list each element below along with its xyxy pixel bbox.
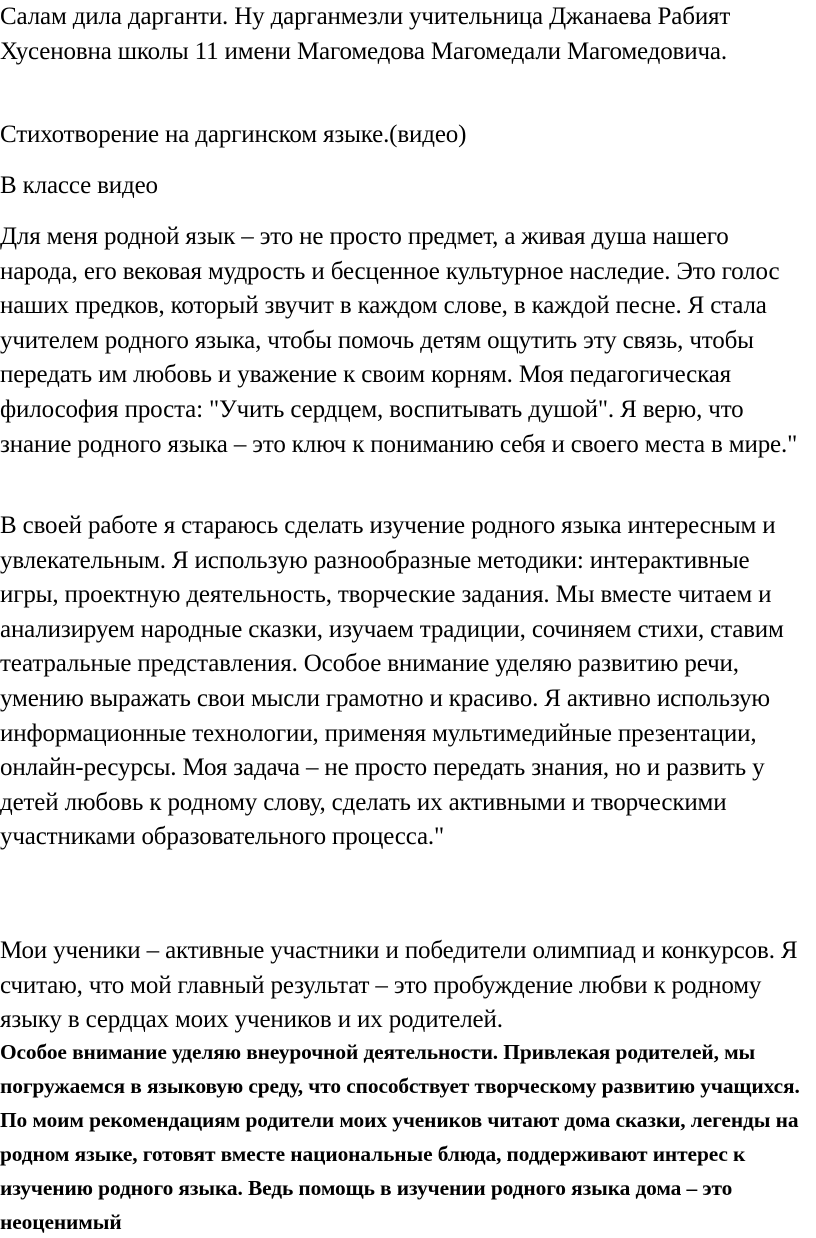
paragraph-methods: В своей работе я стараюсь сделать изучение родного языка интересным и увлекательным. Я использую разнообразные методики: интерактивные игры, проектную деятельность, творческие задания. Мы вместе читаем и анализируем народные сказки, изучаем традиции, сочиняем стихи, ставим театральные представления. Особое внимание уделяю развитию речи, умению выражать свои мысли грамотно и красиво. Я активно использую информационные технологии, применяя мультимедийные презентации, онлайн-ресурсы. Моя задача – не просто передать знания, но и развить у детей любовь к родному слову, сделать их активными и творческими участниками образовательного процесса." xyxy=(0,512,784,851)
paragraph-class-video: В классе видео xyxy=(0,172,158,199)
paragraph-poem-video: Стихотворение на даргинском языке.(видео) xyxy=(0,121,467,148)
paragraph-extracurricular: Особое внимание уделяю внеурочной деятельности. Привлекая родителей, мы погружаемся в языковую среду, что способствует творческому развитию учащихся. По моим рекомендациям родители моих учеников читают дома сказки, легенды на родном языке, готовят вместе национальные блюда, поддерживают интерес к изучению родного языка. Ведь помощь в изучении родного языка дома – это неоценимый xyxy=(0,1040,800,1234)
paragraph-philosophy: Для меня родной язык – это не просто предмет, а живая душа нашего народа, его вековая мудрость и бесценное культурное наследие. Это голос наших предков, который звучит в каждом слове, в каждой песне. Я стала учителем родного языка, чтобы помочь детям ощутить эту связь, чтобы передать им любовь и уважение к своим корням. Моя педагогическая философия проста: "Учить сердцем, воспитывать душой". Я верю, что знание родного языка – это ключ к пониманию себя и своего места в мире." xyxy=(0,223,798,458)
paragraph-students: Мои ученики – активные участники и победители олимпиад и конкурсов. Я считаю, что мой главный результат – это пробуждение любви к родному языку в сердцах моих учеников и их родителей. xyxy=(0,937,798,1034)
paragraph-greeting: Салам дила дарганти. Ну дарганмезли учительница Джанаева Рабият Хусеновна школы 11 имени Магомедова Магомедали Магомедовича. xyxy=(0,3,731,65)
